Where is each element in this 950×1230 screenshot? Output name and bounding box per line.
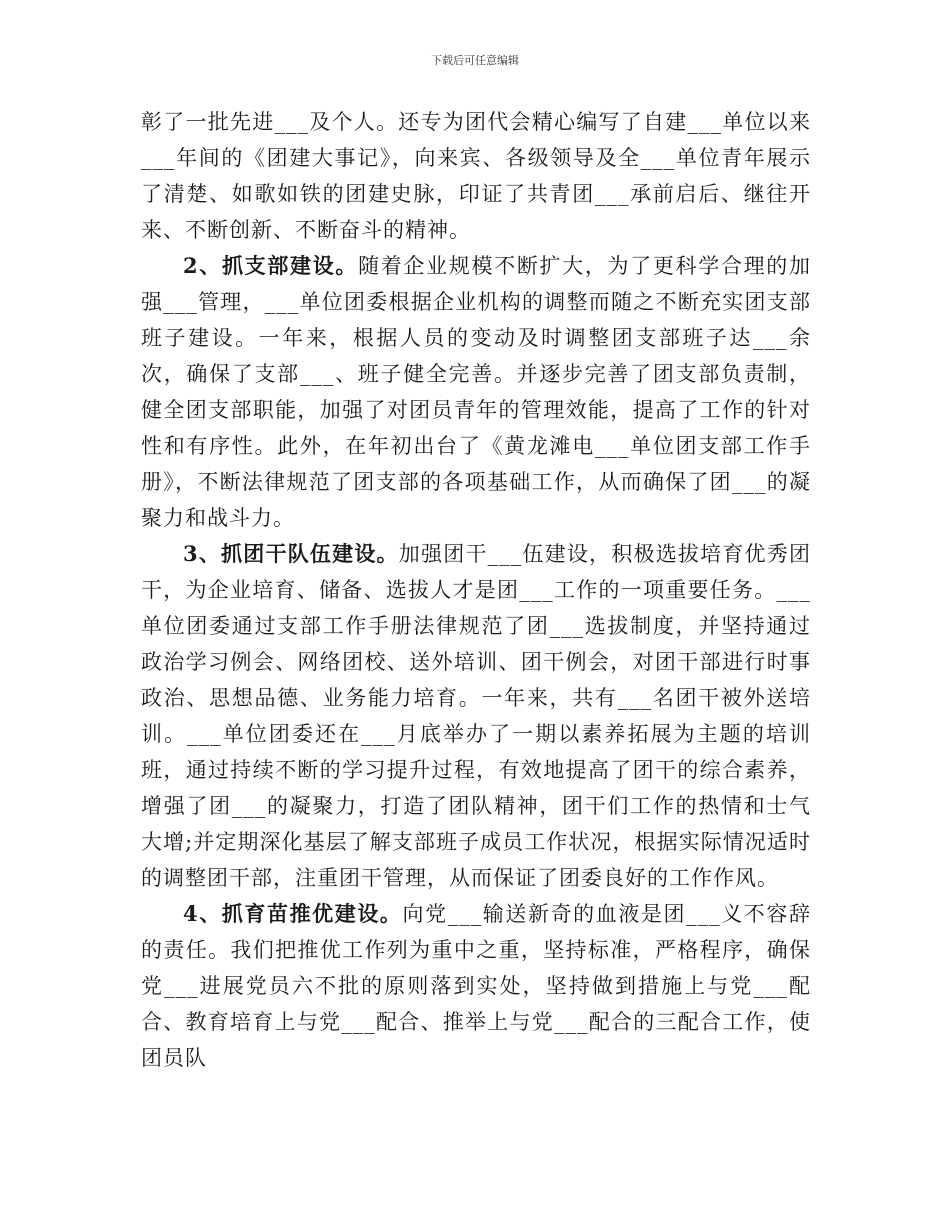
paragraph-cadre-building	[141, 536, 811, 896]
paragraph-text: 加强团干___伍建设，积极选拔培育优秀团干，为企业培育、储备、选拔人才是团___工作的一项重要任务。___单位团委通过支部工作手册法律规范了团___选拔制度，并坚持通过政治学习例会、网络团校、送外培训、团干例会，对团干部进行时事政治、思想品德、业务能力培育。一年来，共有___名团干被外送培训。___单位团委还在___月底举办了一期以素养拓展为主题的培训班，通过持续不断的学习提升过程，有效地提高了团干的综合素养，增强了团___的凝聚力，打造了团队精神，团干们工作的热情和士气大增;并定期深化基层了解支部班子成员工作状况，根据实际情况适时的调整团干部，注重团干管理，从而保证了团委良好的工作作风。	[141, 542, 811, 890]
paragraph-heading: 2、抓支部建设。	[183, 253, 359, 278]
document-body	[141, 104, 811, 1076]
page-header: 下载后可任意编辑	[431, 54, 519, 67]
paragraph-branch-building	[141, 248, 811, 536]
paragraph-continuation	[141, 104, 811, 248]
paragraph-recommendation-building	[141, 896, 811, 1076]
paragraph-heading: 4、抓育苗推优建设。	[183, 901, 403, 926]
paragraph-text: 彰了一批先进___及个人。还专为团代会精心编写了自建___单位以来___年间的《团建大事记》，向来宾、各级领导及全___单位青年展示了清楚、如歌如铁的团建史脉，印证了共青团___承前启后、继往开来、不断创新、不断奋斗的精神。	[141, 110, 811, 242]
paragraph-text: 向党___输送新奇的血液是团___义不容辞的责任。我们把推优工作列为重中之重，坚持标准，严格程序，确保党___进展党员六不批的原则落到实处，坚持做到措施上与党___配合、教育培育上与党___配合、推举上与党___配合的三配合工作，使团员队	[141, 902, 811, 1070]
paragraph-heading: 3、抓团干队伍建设。	[183, 541, 399, 566]
paragraph-text: 随着企业规模不断扩大，为了更科学合理的加强___管理，___单位团委根据企业机构的调整而随之不断充实团支部班子建设。一年来，根据人员的变动及时调整团支部班子达___余次，确保了支部___、班子健全完善。并逐步完善了团支部负责制，健全团支部职能，加强了对团员青年的管理效能，提高了工作的针对性和有序性。此外，在年初出台了《黄龙滩电___单位团支部工作手册》，不断法律规范了团支部的各项基础工作，从而确保了团___的凝聚力和战斗力。	[141, 254, 811, 530]
